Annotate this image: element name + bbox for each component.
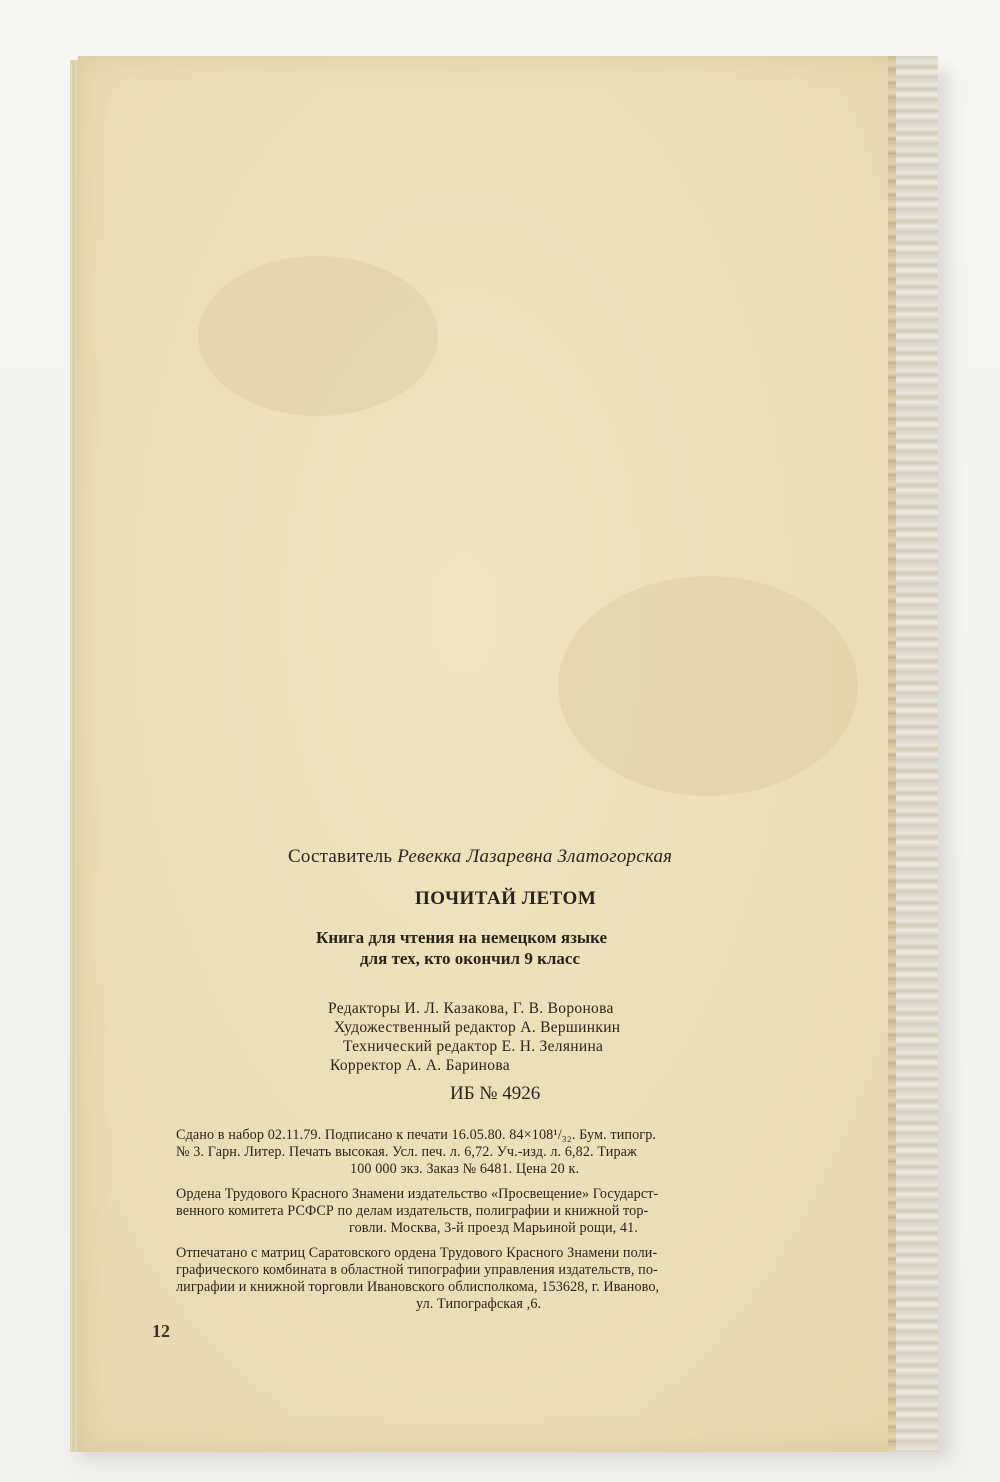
print-details-line: № 3. Гарн. Литер. Печать высокая. Усл. печ. л. 6,72. Уч.-изд. л. 6,82. Тираж [176, 1144, 637, 1160]
print-details-line: Сдано в набор 02.11.79. Подписано к печати 16.05.80. 84×108¹/₃₂. Бум. типогр. [176, 1127, 657, 1143]
print-details-line: 100 000 экз. Заказ № 6481. Цена 20 к. [350, 1161, 580, 1177]
imprint-block [78, 56, 934, 1452]
book-subtitle-line-2: для тех, кто окончил 9 класс [360, 949, 581, 968]
publisher-line: венного комитета РСФСР по делам издательств, полиграфии и книжной тор- [176, 1203, 649, 1219]
compiler-label: Составитель [288, 846, 398, 867]
page-number: 12 [152, 1321, 170, 1341]
printer-line: лиграфии и книжной торговли Ивановского облисполкома, 153628, г. Иваново, [176, 1279, 660, 1295]
ib-number: ИБ № 4926 [450, 1083, 541, 1104]
staff-technical-editor: Технический редактор Е. Н. Зелянина [343, 1038, 604, 1055]
compiler-line [288, 846, 672, 868]
staff-editors: Редакторы И. Л. Казакова, Г. В. Воронова [328, 1000, 614, 1017]
staff-art-editor: Художественный редактор А. Вершинкин [334, 1019, 621, 1036]
compiler-name: Ревекка Лазаревна Златогорская [397, 846, 673, 867]
printer-line: Отпечатано с матриц Саратовского ордена Трудового Красного Знамени поли- [176, 1245, 658, 1261]
book-title: ПОЧИТАЙ ЛЕТОМ [415, 888, 597, 909]
publisher-line: Ордена Трудового Красного Знамени издательство «Просвещение» Государст- [176, 1186, 659, 1202]
publisher-line: говли. Москва, 3-й проезд Марьиной рощи, 41. [349, 1220, 638, 1236]
book-subtitle-line-1: Книга для чтения на немецком языке [316, 928, 608, 947]
printer-line: ул. Типографская ,6. [416, 1296, 542, 1312]
book-page [78, 56, 934, 1452]
printer-line: графического комбината в областной типографии управления издательств, по- [176, 1262, 658, 1278]
staff-proofreader: Корректор А. А. Баринова [330, 1057, 510, 1074]
